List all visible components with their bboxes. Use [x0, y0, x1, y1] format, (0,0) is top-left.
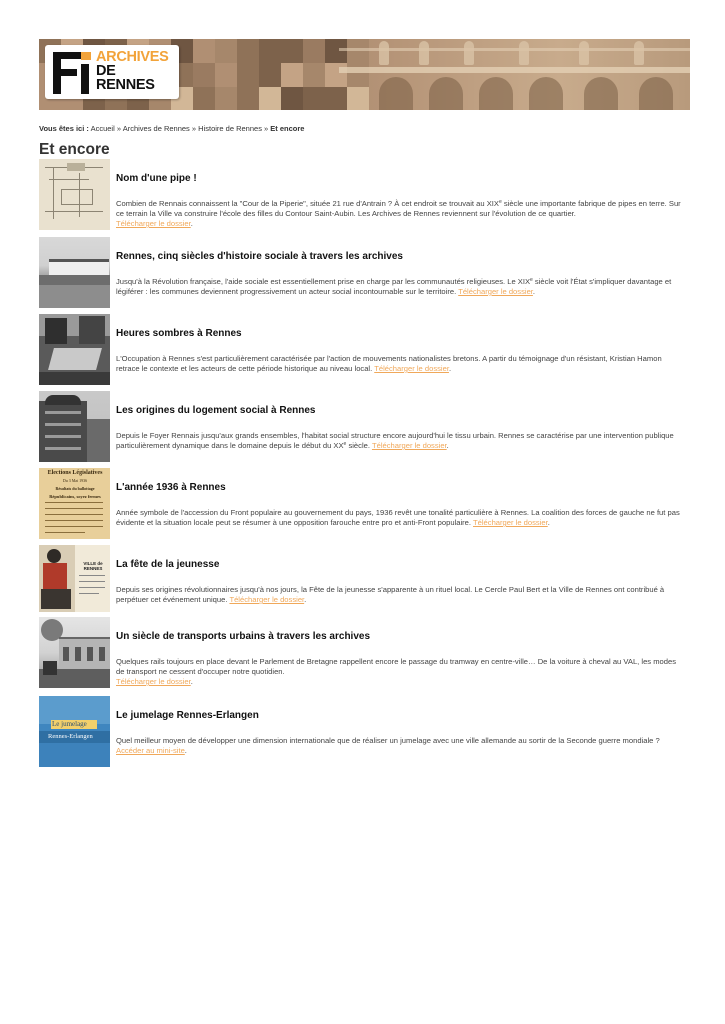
mosaic-tile — [259, 87, 281, 110]
thumbnail-festival-poster[interactable] — [39, 545, 110, 612]
list-item — [39, 545, 690, 612]
item-description — [116, 736, 686, 756]
thumbnail-housing-photo[interactable] — [39, 391, 110, 462]
banner-arch — [584, 77, 618, 110]
banner-arch — [529, 77, 563, 110]
mosaic-tile — [281, 63, 303, 87]
desc-punct: . — [532, 287, 536, 296]
mosaic-tile — [303, 63, 325, 87]
item-title[interactable]: Les origines du logement social à Rennes — [116, 405, 316, 416]
breadcrumb-separator: » — [114, 124, 123, 133]
desc-text: siècle une importante fabrique de pipes en terre. Sur ce terrain la Ville va construire l'école des filles du Contour Saint-Aubin. Les Archives de Rennes reviennent sur l'évolution de ce quartier. — [116, 199, 681, 218]
desc-punct: . — [184, 746, 187, 755]
thumbnail-tramway-photo[interactable] — [39, 617, 110, 688]
desc-punct: . — [448, 364, 452, 373]
desc-punct: . — [547, 518, 550, 527]
minisite-link[interactable]: Accéder au mini-site — [116, 746, 185, 755]
mosaic-tile — [237, 63, 259, 87]
breadcrumb-home[interactable]: Accueil — [90, 124, 115, 133]
item-title[interactable]: Un siècle de transports urbains à travers les archives — [116, 631, 371, 642]
mosaic-tile — [193, 63, 215, 87]
archives-logo-icon — [53, 52, 91, 94]
desc-punct: . — [190, 219, 193, 228]
mosaic-tile — [325, 87, 347, 110]
banner-statue — [464, 41, 474, 65]
mosaic-tile — [259, 39, 281, 63]
thumbnail-building-photo[interactable] — [39, 237, 110, 308]
breadcrumb — [39, 124, 304, 133]
mosaic-tile — [347, 39, 369, 63]
poster-line: Législatives — [72, 470, 103, 476]
logo-line-de: DE — [96, 63, 116, 79]
banner-statue — [634, 41, 644, 65]
mosaic-tile — [347, 87, 369, 110]
mosaic-tile — [215, 87, 237, 110]
download-link[interactable]: Télécharger le dossier — [473, 518, 548, 527]
mosaic-tile — [281, 39, 303, 63]
banner-arch — [639, 77, 673, 110]
item-description — [116, 431, 686, 451]
mosaic-tile — [193, 87, 215, 110]
mosaic-tile — [215, 63, 237, 87]
list-item — [39, 159, 690, 230]
item-title[interactable]: La fête de la jeunesse — [116, 559, 220, 570]
logo-line-archives: ARCHIVES — [96, 49, 169, 65]
logo-line-rennes: RENNES — [96, 77, 155, 93]
list-item — [39, 314, 690, 385]
thumbnail-jumelage-image[interactable] — [39, 696, 110, 767]
item-description — [116, 354, 686, 374]
desc-text: Quelques rails toujours en place devant le Parlement de Bretagne rappellent encore le passage du tramway en centre-ville… De la voiture à cheval au VAL, les modes de transport ne cessent d'occuper notre quotidien. — [116, 657, 677, 676]
item-description — [116, 277, 686, 297]
item-description — [116, 199, 686, 229]
item-title[interactable]: Nom d'une pipe ! — [116, 173, 197, 184]
desc-text: Jusqu'à la Révolution française, l'aide sociale est essentiellement prise en charge par les communautés religieuses. Le XIX — [116, 277, 531, 286]
poster-line: Résultats du ballottage — [55, 486, 95, 491]
banner-arch — [479, 77, 513, 110]
download-link[interactable]: Télécharger le dossier — [116, 677, 191, 686]
download-link[interactable]: Télécharger le dossier — [458, 287, 533, 296]
poster-title: VILLE de RENNES — [83, 561, 103, 571]
download-link[interactable]: Télécharger le dossier — [374, 364, 449, 373]
mosaic-tile — [325, 39, 347, 63]
list-item — [39, 391, 690, 462]
list-item — [39, 237, 690, 308]
jumelage-thumb-title: Le jumelage — [52, 720, 87, 728]
banner-statue — [579, 41, 589, 65]
desc-punct: . — [446, 441, 449, 450]
desc-punct: . — [304, 595, 307, 604]
item-description — [116, 657, 686, 687]
thumbnail-plan-image[interactable] — [39, 159, 110, 230]
item-title[interactable]: Heures sombres à Rennes — [116, 328, 242, 339]
banner-statue — [419, 41, 429, 65]
mosaic-tile — [303, 39, 325, 63]
item-description — [116, 508, 686, 528]
item-description — [116, 585, 686, 605]
desc-text: Année symbole de l'accession du Front populaire au gouvernement du pays, 1936 revêt une tonalité particulière à Rennes. La coalition des forces de gauche ne fut pas évidente et la situation locale peut se résumer à une opposition farouche entre pro et anti-Front populaire. — [116, 508, 680, 527]
breadcrumb-archives[interactable]: Archives de Rennes — [122, 124, 190, 133]
desc-sup: e — [498, 199, 502, 205]
breadcrumb-histoire[interactable]: Histoire de Rennes — [198, 124, 262, 133]
mosaic-tile — [237, 87, 259, 110]
mosaic-tile — [215, 39, 237, 63]
mosaic-tile — [193, 39, 215, 63]
poster-line: Du 3 Mai 1936 — [62, 478, 88, 483]
desc-text: L'Occupation à Rennes s'est particulièrement caractérisée par l'action de mouvements nationalistes bretons. A partir du témoignage d'un résistant, Kristian Hamon retrace le contexte et les acteurs de cette période historique au niveau local. — [116, 354, 662, 373]
desc-text: Combien de Rennais connaissent la "Cour de la Piperie", située 21 rue d'Antrain ? À cet endroit se trouvait au XIX — [116, 199, 499, 208]
desc-sup: e — [530, 277, 533, 283]
desc-sup: e — [343, 441, 347, 447]
desc-text: Depuis ses origines révolutionnaires jusqu'à nos jours, la Fête de la jeunesse s'apparente à un rituel local. Le Cercle Paul Bert et la Ville de Rennes ont contribué à perpétuer cet événement unique. — [116, 585, 665, 604]
item-title[interactable]: Le jumelage Rennes-Erlangen — [116, 710, 259, 721]
desc-punct: . — [190, 677, 193, 686]
desc-text: Quel meilleur moyen de développer une dimension internationale que de réaliser un jumelage avec une ville allemande au sortir de la Seconde guerre mondiale ? — [116, 736, 660, 745]
banner-statue — [379, 41, 389, 65]
mosaic-tile — [237, 39, 259, 63]
jumelage-thumb-subtitle: Rennes-Erlangen — [48, 733, 93, 740]
poster-line: Elections — [47, 470, 71, 476]
download-link[interactable]: Télécharger le dossier — [116, 219, 191, 228]
thumbnail-ruins-photo[interactable] — [39, 314, 110, 385]
item-title[interactable]: L'année 1936 à Rennes — [116, 482, 226, 493]
download-link[interactable]: Télécharger le dossier — [229, 595, 305, 604]
download-link[interactable]: Télécharger le dossier — [371, 441, 447, 450]
desc-text: siècle. — [346, 441, 370, 450]
list-item — [39, 617, 690, 688]
banner-balustrade — [339, 67, 690, 73]
mosaic-tile — [303, 87, 325, 110]
desc-text: Depuis le Foyer Rennais jusqu'aux grands ensembles, l'habitat social structure encore aujourd'hui le tissu urbain. Rennes se caractérise par une intervention publique particulièrement dynamique dans le domaine depuis le début du XX — [116, 431, 674, 450]
mosaic-tile — [281, 87, 303, 110]
site-logo[interactable] — [45, 45, 179, 99]
list-item — [39, 696, 690, 767]
desc-text: siècle voit l'État s'impliquer davantage et légiférer : les communes deviennent progressivement un acteur social incontournable sur le territoire. — [116, 277, 672, 296]
mosaic-tile — [259, 63, 281, 87]
breadcrumb-prefix: Vous êtes ici : — [39, 124, 89, 133]
list-item — [39, 468, 690, 539]
header-banner — [39, 39, 690, 110]
page-title: Et encore — [39, 141, 110, 158]
thumbnail-election-poster[interactable] — [39, 468, 110, 539]
breadcrumb-current: Et encore — [270, 124, 305, 133]
item-title[interactable]: Rennes, cinq siècles d'histoire sociale à travers les archives — [116, 251, 403, 262]
breadcrumb-separator: » — [261, 124, 271, 133]
poster-line: Républicains, soyez fermes — [49, 494, 101, 499]
logo-text — [96, 50, 169, 92]
banner-statue — [519, 41, 529, 65]
breadcrumb-separator: » — [189, 124, 199, 133]
banner-arch — [429, 77, 463, 110]
banner-arch — [379, 77, 413, 110]
